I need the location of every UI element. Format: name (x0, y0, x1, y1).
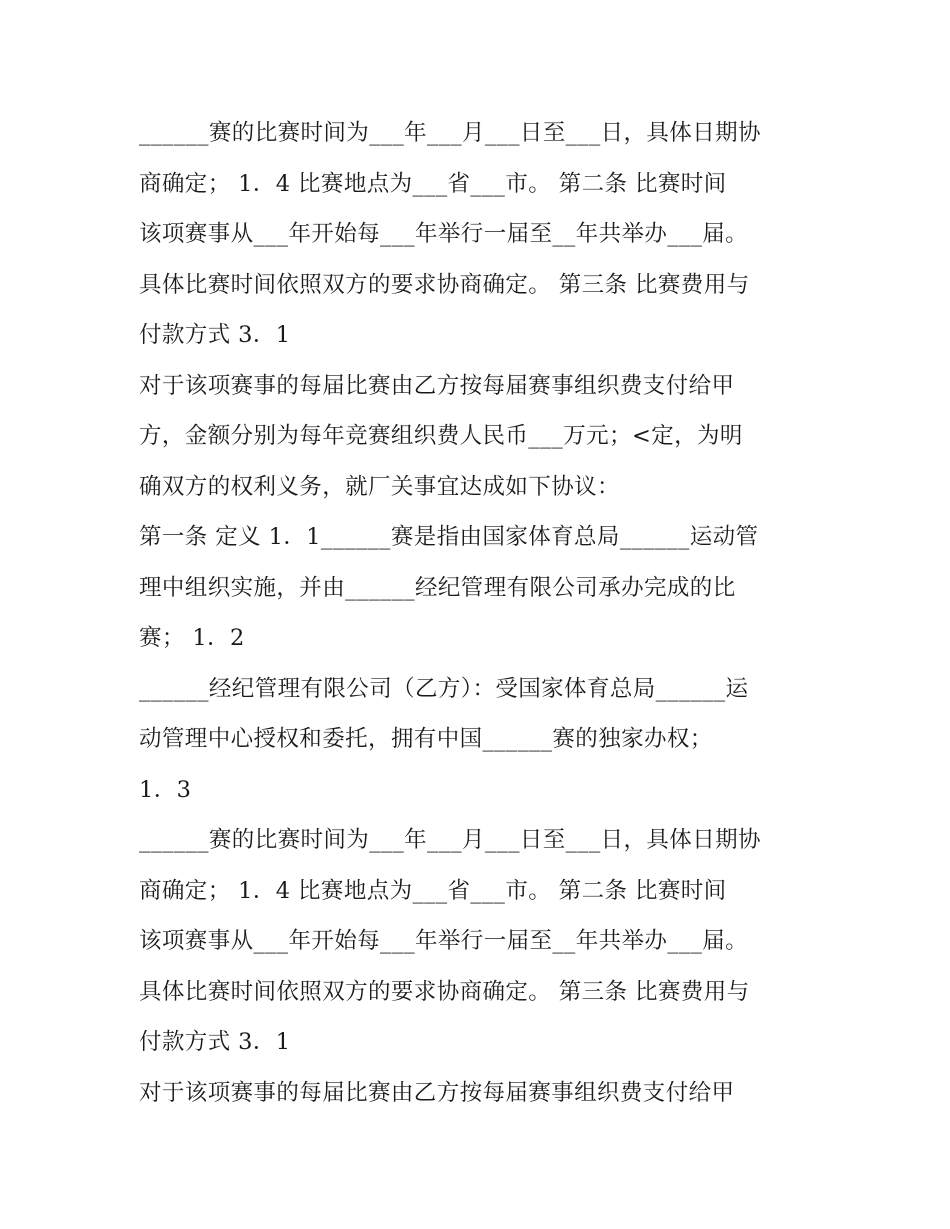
text-line: 第一条 定义 1．1______赛是指由国家体育总局______运动管 (139, 524, 759, 550)
text-line: 付款方式 3．1 (139, 322, 291, 348)
text-line: ______赛的比赛时间为___年___月___日至___日，具体日期协 (139, 120, 761, 146)
text-line: 对于该项赛事的每届比赛由乙方按每届赛事组织费支付给甲 (139, 372, 735, 399)
text-line: 方，金额分别为每年竞赛组织费人民币___万元；<定，为明 (139, 423, 743, 449)
body-text (139, 108, 829, 1118)
text-line: 对于该项赛事的每届比赛由乙方按每届赛事组织费支付给甲 (139, 1079, 735, 1106)
text-line: ______经纪管理有限公司（乙方）：受国家体育总局______运 (139, 675, 749, 702)
text-line: 商确定； 1．4 比赛地点为___省___市。 第二条 比赛时间 (139, 877, 727, 904)
text-line: 具体比赛时间依照双方的要求协商确定。 第三条 比赛费用与 (139, 271, 750, 298)
text-line: 1．3 (139, 776, 192, 803)
text-line: 赛； 1．2 (139, 625, 245, 651)
text-line: ______赛的比赛时间为___年___月___日至___日，具体日期协 (139, 827, 761, 853)
text-line: 该项赛事从___年开始每___年举行一届至__年共举办___届。 (139, 221, 749, 247)
text-line: 商确定； 1．4 比赛地点为___省___市。 第二条 比赛时间 (139, 170, 727, 197)
text-line: 付款方式 3．1 (139, 1029, 291, 1055)
text-line: 该项赛事从___年开始每___年举行一届至__年共举办___届。 (139, 928, 749, 954)
text-line: 具体比赛时间依照双方的要求协商确定。 第三条 比赛费用与 (139, 978, 750, 1005)
text-line: 确双方的权利义务，就厂关事宜达成如下协议： (139, 473, 620, 500)
text-line: 动管理中心授权和委托，拥有中国______赛的独家办权； (139, 726, 713, 752)
text-line: 理中组织实施，并由______经纪管理有限公司承办完成的比 (139, 574, 736, 601)
